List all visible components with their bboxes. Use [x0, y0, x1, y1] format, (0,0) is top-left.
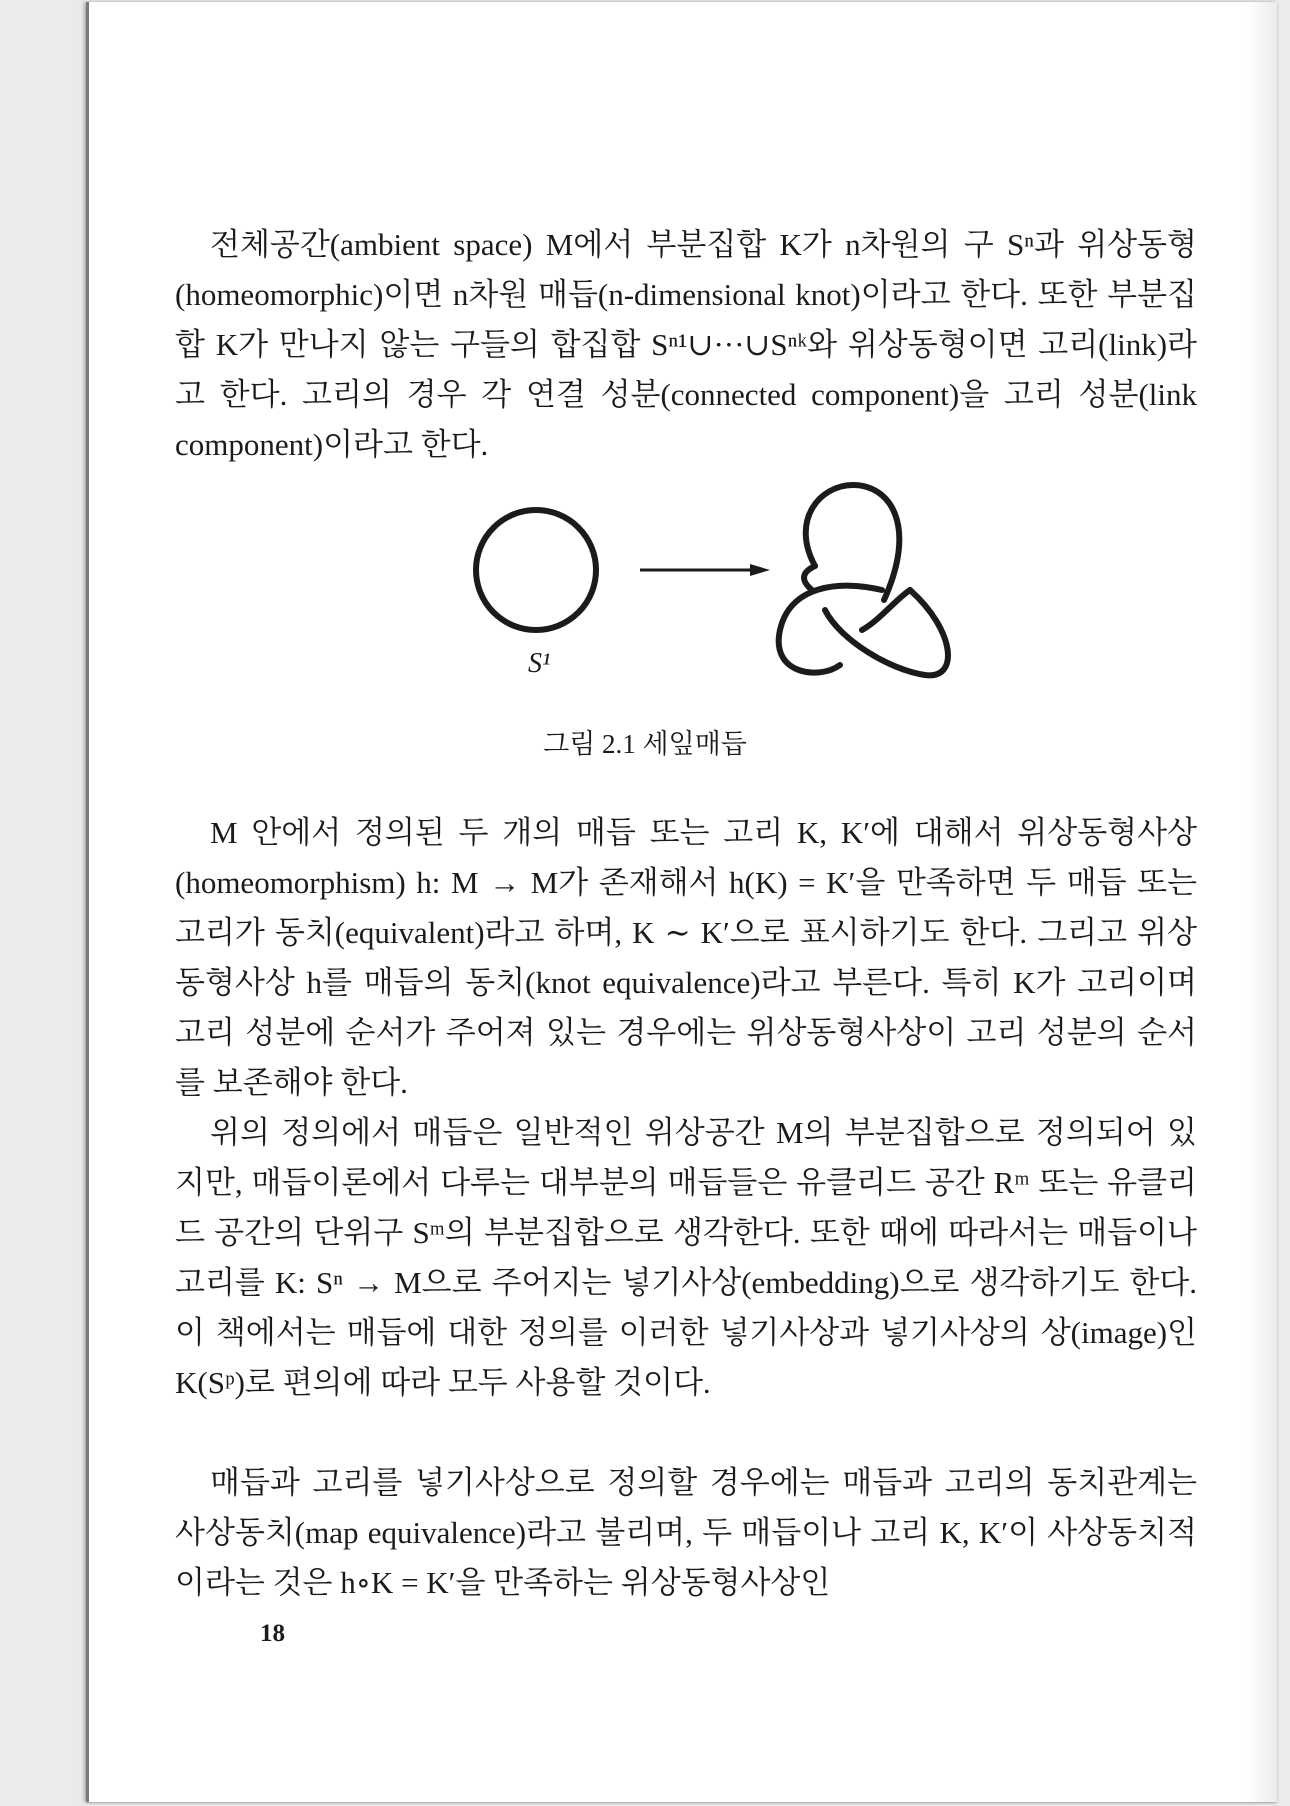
- paragraph-equivalence: [175, 808, 1197, 1108]
- paragraph-3-text: 위의 정의에서 매듭은 일반적인 위상공간 M의 부분집합으로 정의되어 있지만, 매듭이론에서 다루는 대부분의 매듭들은 유클리드 공간 Rᵐ 또는 유클리드 공간의 단위구 Sᵐ의 부분집합으로 생각한다. 또한 때에 따라서는 매듭이나 고리를 K: Sⁿ → M으로 주어지는 넣기사상(embedding)으로 생각하기도 한다. 이 책에서는 매듭에 대한 정의를 이러한 넣기사상과 넣기사상의 상(image)인 K(Sᵖ)로 편의에 따라 모두 사용할 것이다.: [175, 1115, 1197, 1400]
- circle-label: S¹: [528, 648, 551, 679]
- paragraph-4-text: 매듭과 고리를 넣기사상으로 정의할 경우에는 매듭과 고리의 동치관계는 사상동치(map equivalence)라고 불리며, 두 매듭이나 고리 K, K′이 사상동치적이라는 것은 h∘K = K′을 만족하는 위상동형사상인: [175, 1465, 1197, 1600]
- circle-icon: [476, 510, 596, 630]
- arrow-right-icon: [640, 564, 770, 576]
- paragraph-definition-knot: [175, 220, 1197, 470]
- figure-caption: 그림 2.1 세잎매듭: [543, 729, 747, 759]
- paragraph-euclidean: [175, 1108, 1197, 1408]
- trefoil-knot-icon: [779, 485, 948, 675]
- trefoil-figure: [470, 480, 970, 710]
- page-number: 18: [260, 1620, 285, 1647]
- paragraph-1-text: 전체공간(ambient space) M에서 부분집합 K가 n차원의 구 Sⁿ과 위상동형(homeomorphic)이면 n차원 매듭(n-dimensional knot)이라고 한다. 또한 부분집합 K가 만나지 않는 구들의 합집합 Sⁿ¹∪···∪Sⁿᵏ와 위상동형이면 고리(link)라고 한다. 고리의 경우 각 연결 성분(connected component)을 고리 성분(link component)이라고 한다.: [175, 227, 1197, 462]
- page-edge-shadow: [1247, 2, 1277, 1802]
- paragraph-2-text: M 안에서 정의된 두 개의 매듭 또는 고리 K, K′에 대해서 위상동형사상(homeomorphism) h: M → M가 존재해서 h(K) = K′을 만족하면 두 매듭 또는 고리가 동치(equivalent)라고 하며, K ∼ K′으로 표시하기도 한다. 그리고 위상동형사상 h를 매듭의 동치(knot equivalence)라고 부른다. 특히 K가 고리이며 고리 성분에 순서가 주어져 있는 경우에는 위상동형사상이 고리 성분의 순서를 보존해야 한다.: [175, 815, 1197, 1100]
- paragraph-map-equivalence: [175, 1458, 1197, 1608]
